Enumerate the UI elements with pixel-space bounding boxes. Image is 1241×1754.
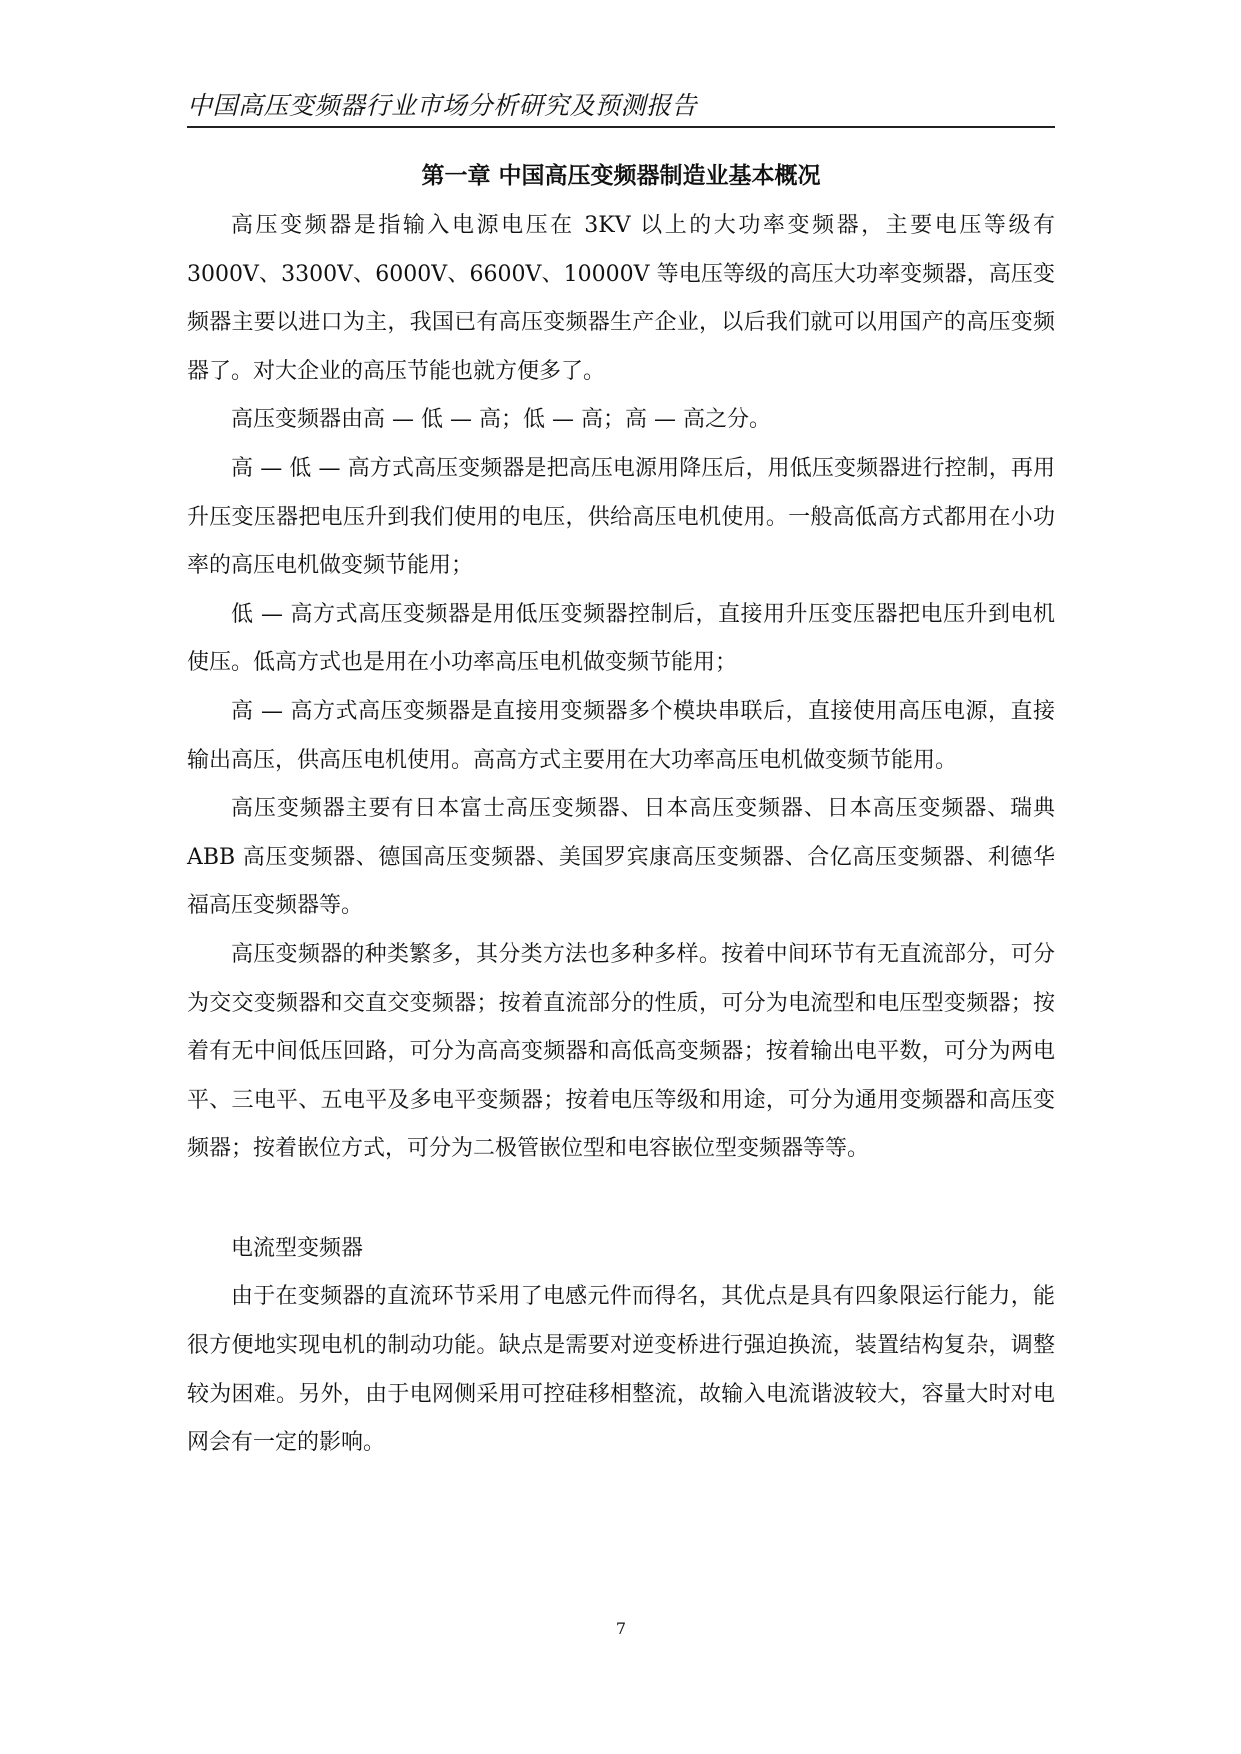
document-body — [187, 202, 1055, 1468]
header-title: 中国高压变频器行业市场分析研究及预测报告 — [187, 91, 698, 120]
paragraph-current-source: 由于在变频器的直流环节采用了电感元件而得名，其优点是具有四象限运行能力，能很方便地实现电机的制动功能。缺点是需要对逆变桥进行强迫换流，装置结构复杂，调整较为困难。另外，由于电网侧采用可控硅移相整流，故输入电流谐波较大，容量大时对电网会有一定的影响。 — [187, 1284, 1055, 1456]
paragraph-low-high: 低 — 高方式高压变频器是用低压变频器控制后，直接用升压变压器把电压升到电机使压。低高方式也是用在小功率高压电机做变频节能用； — [187, 601, 1055, 676]
page-header — [187, 88, 1055, 128]
page-number: 7 — [615, 1619, 627, 1638]
paragraph-high-low-high: 高 — 低 — 高方式高压变频器是把高压电源用降压后，用低压变频器进行控制，再用升压变压器把电压升到我们使用的电压，供给高压电机使用。一般高低高方式都用在小功率的高压电机做变频节能用； — [187, 455, 1055, 579]
paragraph-intro: 高压变频器是指输入电源电压在 3KV 以上的大功率变频器，主要电压等级有 3000V、3300V、6000V、6600V、10000V 等电压等级的高压大功率变频器，高压变频器主要以进口为主，我国已有高压变频器生产企业，以后我们就可以用国产的高压变频器了。对大企业的高压节能也就方便多了。 — [187, 213, 1055, 384]
paragraph-high-high: 高 — 高方式高压变频器是直接用变频器多个模块串联后，直接使用高压电源，直接输出高压，供高压电机使用。高高方式主要用在大功率高压电机做变频节能用。 — [187, 698, 1055, 773]
chapter-title: 第一章 中国高压变频器制造业基本概况 — [421, 163, 821, 189]
section-heading-current-source: 电流型变频器 — [231, 1235, 364, 1261]
paragraph-classification: 高压变频器的种类繁多，其分类方法也多种多样。按着中间环节有无直流部分，可分为交交变频器和交直交变频器；按着直流部分的性质，可分为电流型和电压型变频器；按着有无中间低压回路，可分为高高变频器和高低高变频器；按着输出电平数，可分为两电平、三电平、五电平及多电平变频器；按着电压等级和用途，可分为通用变频器和高压变频器；按着嵌位方式，可分为二极管嵌位型和电容嵌位型变频器等等。 — [187, 941, 1055, 1162]
paragraph-manufacturers: 高压变频器主要有日本富士高压变频器、日本高压变频器、日本高压变频器、瑞典 ABB 高压变频器、德国高压变频器、美国罗宾康高压变频器、合亿高压变频器、利德华福高压变频器等。 — [187, 796, 1055, 919]
paragraph-types: 高压变频器由高 — 低 — 高；低 — 高；高 — 高之分。 — [231, 407, 771, 433]
